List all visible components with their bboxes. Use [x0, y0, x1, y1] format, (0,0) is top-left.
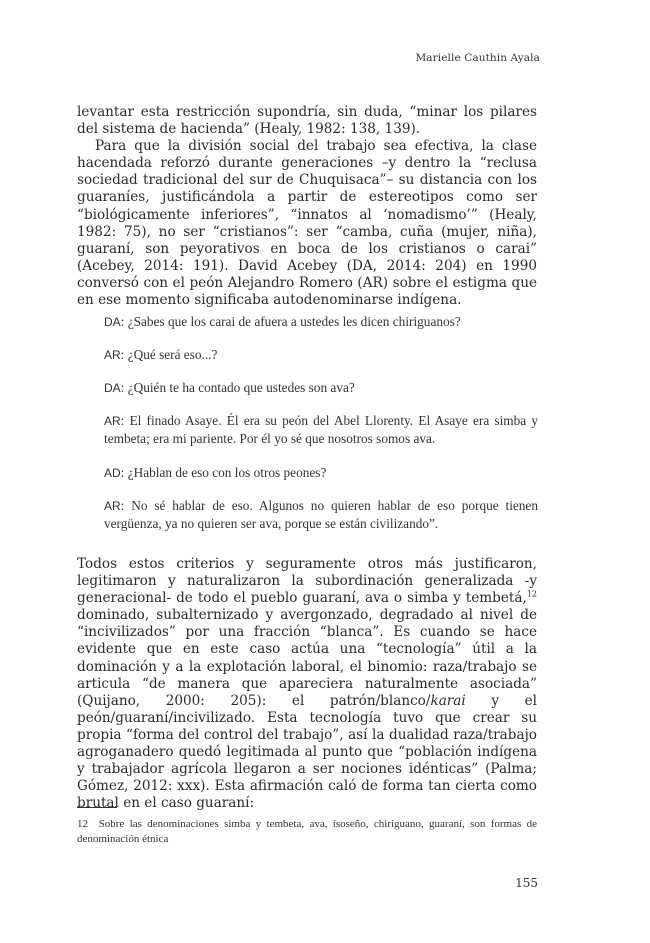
dialogue-line: DA: ¿Quién te ha contado que ustedes son ava? — [104, 380, 355, 395]
italic-term: karai — [430, 692, 466, 709]
dialogue-text: No sé hablar de eso. Algunos no quieren hablar de eso porque tienen vergüenza, ya no quieren ser ava, porque se están civilizando”. — [104, 498, 538, 531]
body-text-bottom — [77, 556, 537, 812]
dialogue-line: AD: ¿Hablan de eso con los otros peones? — [104, 465, 327, 480]
dialogue-line: AR: El finado Asaye. Él era su peón del Abel Llorenty. El Asaye era simba y tembeta; era mi pariente. Por él yo sé que nosotros somos ava. — [104, 413, 539, 446]
dialogue-text: ¿Qué será eso...? — [127, 347, 218, 362]
dialogue-speaker: AR — [104, 414, 121, 428]
dialogue-speaker: AR — [104, 499, 121, 513]
dialogue-text: ¿Quién te ha contado que ustedes son ava? — [127, 380, 355, 395]
dialogue-speaker: DA — [104, 381, 121, 395]
dialogue-speaker: DA — [104, 315, 121, 329]
dialogue-line: AR: No sé hablar de eso. Algunos no quieren hablar de eso porque tienen vergüenza, ya no quieren ser ava, porque se están civilizando”. — [104, 498, 538, 531]
paragraph: Para que la división social del trabajo sea efectiva, la clase hacendada reforzó durante generaciones –y dentro la “reclusa sociedad tradicional del sur de Chuquisaca”– su distancia con los guaraníes, justificándola a partir de estereotipos como ser “biológicamente inferiores”, “innatos al ‘nomadismo’” (Healy, 1982: 75), no ser “cristianos”: ser “camba, cuña (mujer, niña), guaraní, son peyorativos en boca de los cristianos o carai” (Acebey, 2014: 191). David Acebey (DA, 2014: 204) en 1990 conversó con el peón Alejandro Romero (AR) sobre el estigma que en ese momento significaba autodenominarse indígena. — [77, 138, 537, 309]
running-header: Marielle Cauthin Ayala — [415, 52, 540, 64]
footnote-divider — [77, 807, 117, 808]
dialogue-text: ¿Hablan de eso con los otros peones? — [127, 465, 327, 480]
dialogue-text: ¿Sabes que los carai de afuera a ustedes les dicen chiriguanos? — [127, 314, 461, 329]
dialogue-line: DA: ¿Sabes que los carai de afuera a ustedes les dicen chiriguanos? — [104, 314, 461, 329]
dialogue-line: AR: ¿Qué será eso...? — [104, 347, 218, 362]
paragraph-text: Todos estos criterios y seguramente otros más justificaron, legitimaron y naturalizaron la subordinación generalizada -y generacional- de todo el pueblo guaraní, ava o simba y tembetá, — [77, 556, 537, 607]
body-text-top — [77, 104, 537, 309]
footnote — [77, 817, 537, 846]
dialogue-text: El finado Asaye. Él era su peón del Abel Llorenty. El Asaye era simba y tembeta; era mi pariente. Por él yo sé que nosotros somos ava. — [104, 413, 539, 446]
dialogue-speaker: AD — [104, 466, 121, 480]
footnote-reference[interactable]: 12 — [526, 589, 537, 599]
paragraph-text: dominado, subalternizado y avergonzado, degradado al nivel de “incivilizados” por una fracción “blanca”. Es cuando se hace evidente que en este caso actúa una “tecnología” útil a la dominación y a la explotación laboral, el binomio: raza/trabajo se articula “de manera que apareciera naturalmente asociada” (Quijano, 2000: 205): el patrón/blanco/ — [77, 607, 537, 709]
paragraph-text: y el peón/guaraní/incivilizado. Esta tecnología tuvo que crear su propia “forma del control del trabajo”, así la dualidad raza/trabajo agroganadero quedó legitimada al punto que “población indígena y trabajador agrícola llegaron a ser nociones idénticas” (Palma; Gómez, 2012: xxx). Esta afirmación caló de forma tan cierta como brutal en el caso guaraní: — [77, 692, 537, 812]
page-number: 155 — [515, 876, 538, 890]
footnote-number: 12 — [77, 818, 88, 830]
dialogue-speaker: AR — [104, 348, 121, 362]
paragraph — [77, 556, 537, 812]
footnote-text: Sobre las denominaciones simba y tembeta, ava, isoseño, chiriguano, guaraní, son formas de denominación étnica — [77, 818, 537, 845]
paragraph: levantar esta restricción supondría, sin duda, “minar los pilares del sistema de hacienda” (Healy, 1982: 138, 139). — [77, 104, 537, 138]
